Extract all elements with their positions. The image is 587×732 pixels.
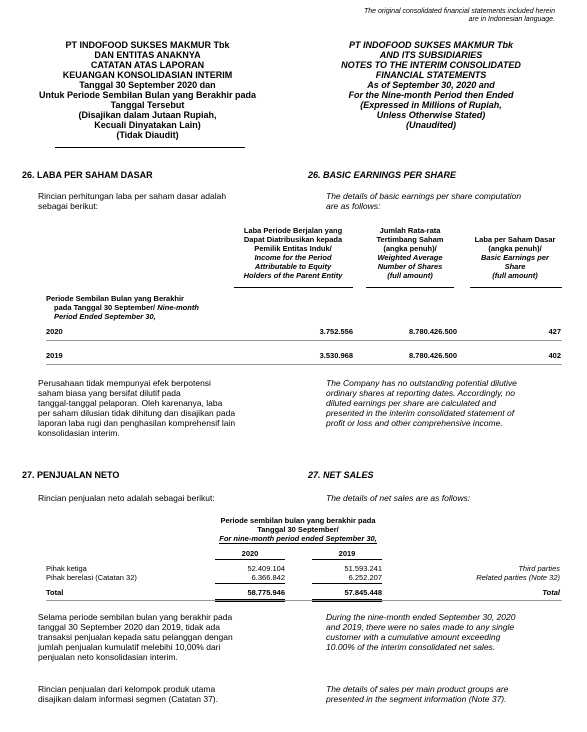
note27-intro-en: The details of net sales are as follows:	[326, 493, 471, 503]
note27-segment-id	[38, 684, 278, 704]
sales-year-2019: 2019	[338, 549, 356, 558]
text-line: laporan laba rugi dan penghasilan komprehensif lain	[38, 418, 236, 428]
header-line: DAN ENTITAS ANAKNYA	[94, 50, 201, 60]
sales-year-2020: 2020	[241, 549, 259, 558]
total-double-rule	[312, 599, 382, 602]
header-line: Untuk Periode Sembilan Bulan yang Berakhir pada	[38, 90, 257, 100]
text-line: saham biasa yang bersifat dilutif pada	[38, 388, 181, 398]
col-header-line: Basic Earnings per	[481, 253, 549, 262]
header-line: (Disajikan dalam Jutaan Rupiah,	[78, 110, 217, 120]
note27-customer-id	[38, 612, 270, 662]
sales-row-2020: 52.409.104	[247, 564, 285, 573]
sales-row-label-en: Related parties (Note 32)	[476, 573, 560, 582]
col-header-line: Periode sembilan bulan yang berakhir pada	[220, 516, 376, 525]
col-header-line: Income for the Period	[254, 253, 332, 262]
sales-row-2020: 6.366.842	[251, 573, 285, 582]
text-line: diluted earnings per share are calculated and	[326, 398, 497, 408]
note27-customer-en	[326, 612, 566, 652]
note27-segment-en	[326, 684, 566, 704]
total-double-rule	[215, 599, 285, 602]
eps-row-shares: 8.780.426.500	[409, 351, 457, 360]
subtotal-rule	[312, 583, 382, 584]
note27-intro-id: Rincian penjualan neto adalah sebagai berikut:	[38, 493, 215, 503]
note27-title-id: 27. PENJUALAN NETO	[22, 470, 120, 480]
text-line: disajikan dalam informasi segmen (Catatan 37).	[38, 694, 219, 704]
col-header-line: Weighted Average	[377, 253, 443, 262]
col-header-line: Tanggal 30 September/	[257, 525, 339, 534]
eps-row-eps: 402	[548, 351, 561, 360]
col-header-line: Holders of the Parent Entity	[243, 271, 343, 280]
col-shares-header	[362, 226, 458, 280]
text-line: Rincian perhitungan laba per saham dasar adalah	[38, 191, 227, 201]
row-divider	[46, 340, 562, 341]
col-header-line: Dapat Diatribusikan kepada	[243, 235, 343, 244]
text-line: and 2019, there were no sales made to any single	[326, 622, 515, 632]
text-line: The details of sales per main product groups are	[326, 684, 509, 694]
header-line: (Unaudited)	[406, 120, 456, 130]
period-line: Periode Sembilan Bulan yang Berakhir	[46, 294, 184, 303]
text-line: penjualan neto konsolidasian interim.	[38, 652, 178, 662]
text-line: tanggal 30 September 2020 dan 2019, tidak ada	[38, 622, 220, 632]
header-line: (Tidak Diaudit)	[116, 130, 179, 140]
col-header-line: Attributable to Equity	[254, 262, 332, 271]
text-line: 10.00% of the interim consolidated net sales.	[326, 642, 496, 652]
eps-row-income: 3.752.556	[319, 327, 353, 336]
col-header-line: (full amount)	[387, 271, 433, 280]
eps-row-income: 3.530.968	[319, 351, 353, 360]
note-line-2: are in Indonesian language.	[468, 16, 555, 23]
header-line: CATATAN ATAS LAPORAN	[90, 60, 205, 70]
row-divider	[46, 600, 562, 601]
sales-total-2019: 57.845.448	[344, 588, 382, 597]
text-line: presented in the interim consolidated statement of	[326, 408, 515, 418]
sales-row-label-id: Pihak ketiga	[46, 564, 87, 573]
sales-period-header	[205, 516, 391, 544]
year-rule	[215, 559, 285, 560]
header-line: AND ITS SUBSIDIARIES	[379, 50, 483, 60]
header-line: PT INDOFOOD SUKSES MAKMUR Tbk	[65, 40, 230, 50]
sales-total-label-id: Total	[46, 588, 64, 597]
header-line: KEUANGAN KONSOLIDASIAN INTERIM	[62, 70, 233, 80]
sales-row-label-id: Pihak berelasi (Catatan 32)	[46, 573, 137, 582]
col-eps-rule	[470, 287, 562, 288]
text-line: profit or loss and other comprehensive income.	[326, 418, 503, 428]
text-line: Rincian penjualan dari kelompok produk utama	[38, 684, 216, 694]
text-line: jumlah penjualan kumulatif melebihi 10,00% dari	[38, 642, 221, 652]
header-line: As of September 30, 2020 and	[367, 80, 495, 90]
row-divider	[46, 364, 562, 365]
text-line: During the nine-month ended September 30, 2020	[326, 612, 516, 622]
sales-total-2020: 58.775.946	[247, 588, 285, 597]
header-english	[298, 40, 564, 130]
header-line: For the Nine-month Period then Ended	[348, 90, 514, 100]
header-indonesian	[10, 40, 285, 140]
text-line: ordinary shares at reporting dates. Accordingly, no	[326, 388, 515, 398]
sales-row-2019: 51.593.241	[344, 564, 382, 573]
col-eps-header	[462, 235, 568, 280]
col-header-line: Laba Periode Berjalan yang	[243, 226, 343, 235]
eps-row-shares: 8.780.426.500	[409, 327, 457, 336]
col-header-line: Number of Shares	[377, 262, 443, 271]
sales-row-2019: 6.252.207	[348, 573, 382, 582]
header-rule	[55, 147, 245, 148]
period-line: pada Tanggal 30 September/	[54, 303, 158, 312]
note-line-1: The original consolidated financial statements included herein	[363, 8, 555, 15]
col-header-line: (angka penuh)/	[383, 244, 437, 253]
col-header-line: (angka penuh)/	[488, 244, 542, 253]
note26-intro-id	[38, 191, 278, 211]
col-header-line: Pemilik Entitas Induk/	[254, 244, 332, 253]
header-line: Unless Otherwise Stated)	[376, 110, 486, 120]
original-language-note	[335, 8, 555, 24]
note26-dilutive-id	[38, 378, 270, 438]
note26-dilutive-en	[326, 378, 566, 428]
text-line: presented in the segment information (Note 37).	[326, 694, 507, 704]
col-header-line: Tertimbang Saham	[376, 235, 444, 244]
header-line: Tanggal Tersebut	[110, 100, 185, 110]
header-line: FINANCIAL STATEMENTS	[375, 70, 487, 80]
header-line: NOTES TO THE INTERIM CONSOLIDATED	[341, 60, 521, 70]
text-line: Selama periode sembilan bulan yang berakhir pada	[38, 612, 233, 622]
note26-title-en: 26. BASIC EARNINGS PER SHARE	[308, 170, 457, 180]
year-rule	[312, 559, 382, 560]
col-header-line: (full amount)	[492, 271, 538, 280]
text-line: tanggal-tanggal pelaporan. Oleh karenanya, laba	[38, 398, 223, 408]
period-label	[46, 294, 246, 321]
eps-row-year: 2019	[46, 351, 63, 360]
note26-title-id: 26. LABA PER SAHAM DASAR	[22, 170, 153, 180]
sales-row-label-en: Third parties	[518, 564, 560, 573]
sales-total-label-en: Total	[542, 588, 560, 597]
period-line-en: Nine-month	[157, 303, 199, 312]
header-line: Tanggal 30 September 2020 dan	[79, 80, 216, 90]
text-line: konsolidasian interim.	[38, 428, 120, 438]
col-header-line: Jumlah Rata-rata	[379, 226, 441, 235]
text-line: The Company has no outstanding potential dilutive	[326, 378, 517, 388]
col-header-line: Laba per Saham Dasar	[474, 235, 556, 244]
col-shares-rule	[366, 287, 454, 288]
period-line-en: Period Ended September 30,	[54, 312, 156, 321]
col-income-rule	[234, 287, 353, 288]
text-line: Perusahaan tidak mempunyai efek berpotensi	[38, 378, 211, 388]
text-line: The details of basic earnings per share computation	[326, 191, 522, 201]
note26-intro-en	[326, 191, 566, 211]
text-line: per saham dilusian tidak dihitung dan disajikan pada	[38, 408, 236, 418]
text-line: transaksi penjualan kepada satu pelanggan dengan	[38, 632, 233, 642]
col-header-line: Share	[504, 262, 526, 271]
subtotal-rule	[215, 583, 285, 584]
text-line: sebagai berikut:	[38, 201, 99, 211]
eps-row-year: 2020	[46, 327, 63, 336]
note27-title-en: 27. NET SALES	[308, 470, 374, 480]
eps-row-eps: 427	[548, 327, 561, 336]
text-line: are as follows:	[326, 201, 381, 211]
header-line: Kecuali Dinyatakan Lain)	[94, 120, 201, 130]
col-header-line: For nine-month period ended September 30,	[219, 534, 377, 543]
col-income-header	[228, 226, 358, 280]
header-line: (Expressed in Millions of Rupiah,	[360, 100, 502, 110]
header-line: PT INDOFOOD SUKSES MAKMUR Tbk	[348, 40, 513, 50]
text-line: customer with a cumulative amount exceeding	[326, 632, 501, 642]
